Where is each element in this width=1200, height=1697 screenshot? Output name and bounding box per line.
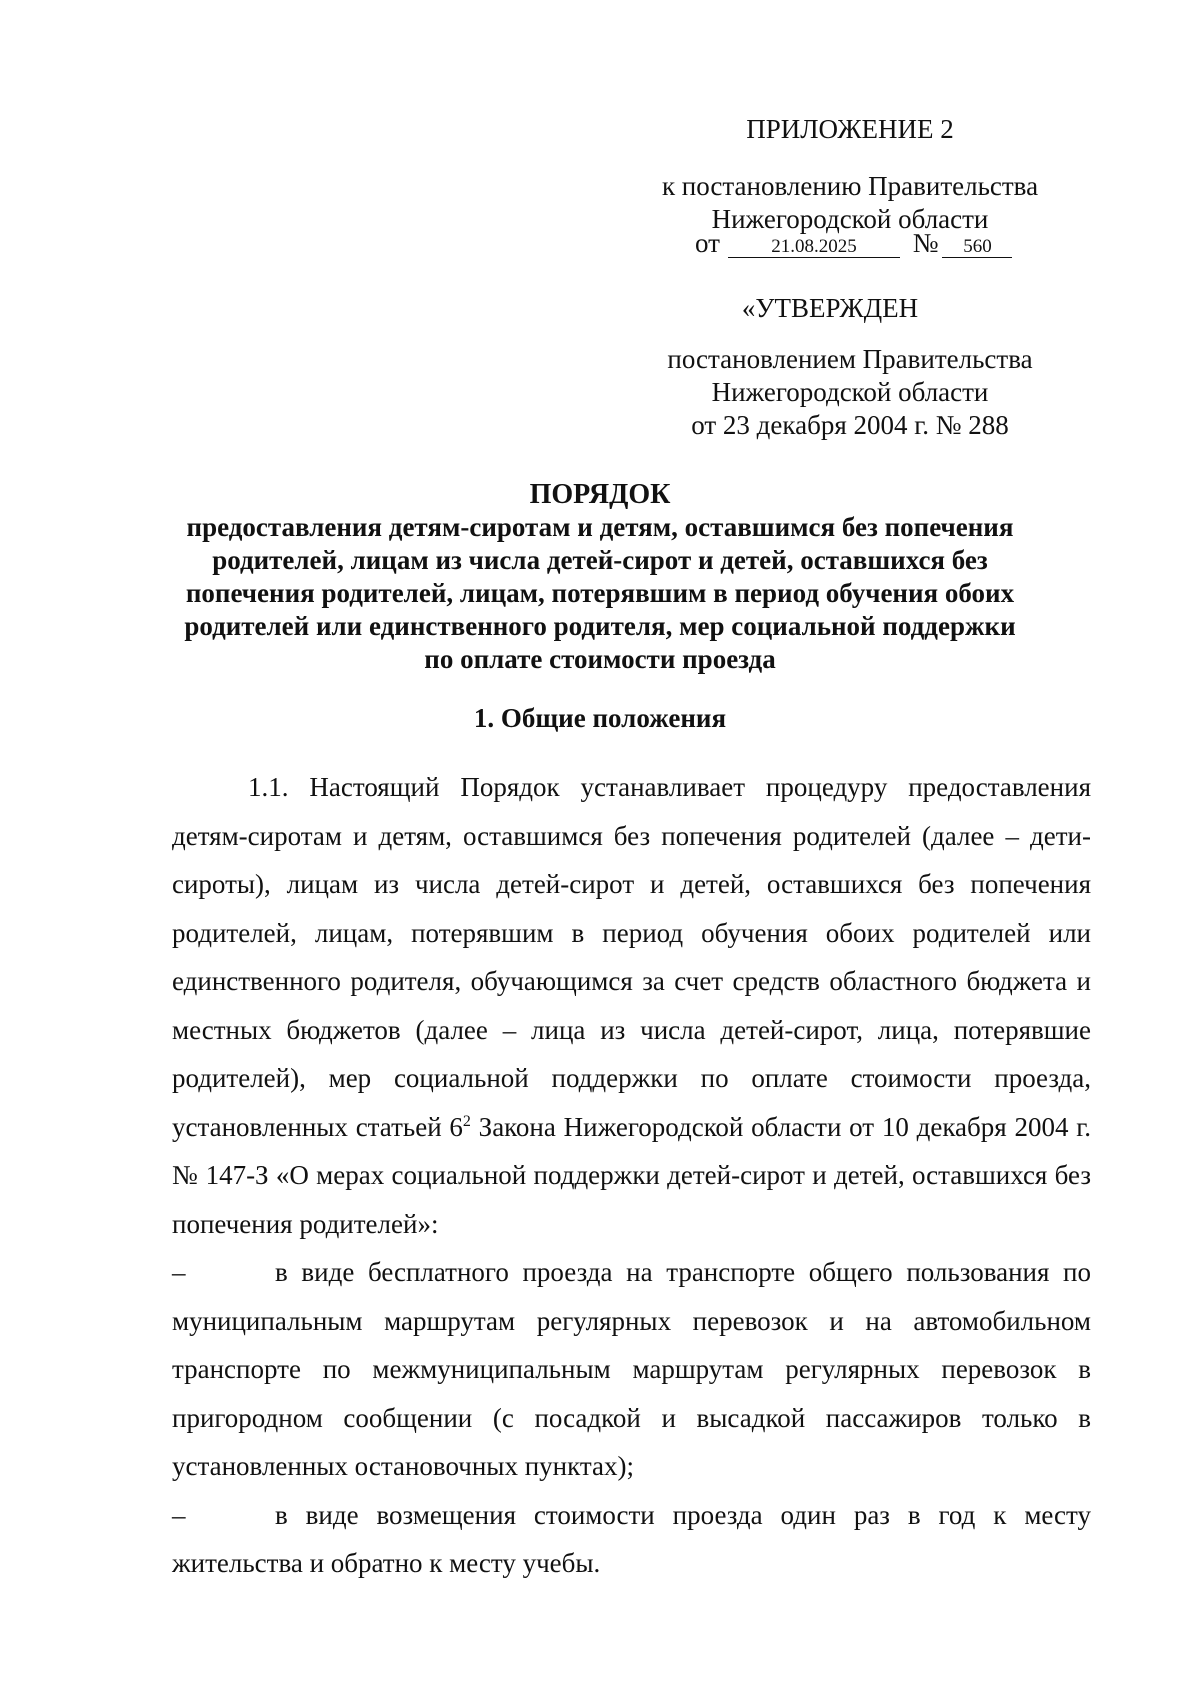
document-title-line: родителей или единственного родителя, мер социальной поддержки: [184, 611, 1016, 641]
resolution-date-number: [695, 227, 1012, 260]
date-value: 21.08.2025: [771, 236, 857, 257]
list-item-text: в виде бесплатного проезда на транспорте общего пользования по муниципальным маршрутам регулярных перевозок и на автомобильном транспорте по межмуниципальным маршрутам регулярных перевозок в пригородном сообщении (с посадкой и высадкой пассажиров только в установленных остановочных пунктах);: [172, 1257, 1091, 1481]
list-item-text: в виде возмещения стоимости проезда один раз в год к месту жительства и обратно к месту учебы.: [172, 1499, 1091, 1578]
document-title-line: по оплате стоимости проезда: [424, 644, 776, 674]
number-field: [942, 227, 1012, 258]
section-heading: 1. Общие положения: [473, 703, 727, 733]
document-title-line: родителей, лицам из числа детей-сирот и детей, оставшихся без: [212, 545, 988, 575]
resolution-reference-line: Нижегородской области: [711, 204, 989, 234]
paragraph-1-1-text: 1.1. Настоящий Порядок устанавливает процедуру предоставления детям-сиротам и детям, оставшимся без попечения родителей (далее – дети-сироты), лицам из числа детей-сирот и детей, оставшихся без попечения родителей, лицам, потерявшим в период обучения обоих родителей или единственного родителя, обучающимся за счет средств областного бюджета и местных бюджетов (далее – лица из числа детей-сирот, лица, потерявшие родителей), мер социальной поддержки по оплате стоимости проезда, установленных статьей 6: [172, 772, 1091, 1142]
number-value: 560: [963, 236, 992, 257]
document-title-line: попечения родителей, лицам, потерявшим в период обучения обоих: [185, 578, 1015, 608]
list-dash: –: [172, 1499, 186, 1530]
section-body: [172, 763, 1091, 1588]
approved-label: «УТВЕРЖДЕН: [741, 293, 919, 323]
document-title-line: предоставления детям-сиротам и детям, оставшимся без попечения: [186, 512, 1014, 542]
paragraph-1-1-text-cont: Закона Нижегородской области от 10 декабря 2004 г. № 147-З «О мерах социальной поддержки детей-сирот и детей, оставшихся без попечения родителей»:: [172, 1111, 1091, 1239]
approved-reference-line: Нижегородской области: [711, 377, 989, 407]
approved-reference: [600, 343, 1100, 442]
approved-reference-line: постановлением Правительства: [667, 344, 1033, 374]
appendix-label: ПРИЛОЖЕНИЕ 2: [746, 114, 954, 144]
list-item: [172, 1491, 1091, 1588]
date-field: [728, 227, 900, 258]
document-title-main: ПОРЯДОК: [529, 479, 671, 510]
approved-reference-line: от 23 декабря 2004 г. № 288: [691, 410, 1009, 440]
from-label: от: [695, 228, 720, 258]
list-item: [172, 1248, 1091, 1491]
list-dash: –: [172, 1257, 186, 1287]
document-title: [150, 478, 1050, 676]
article-superscript: 2: [462, 1112, 471, 1130]
resolution-reference-line: к постановлению Правительства: [661, 171, 1039, 201]
number-label: №: [912, 228, 939, 258]
paragraph-1-1: [172, 763, 1091, 1248]
